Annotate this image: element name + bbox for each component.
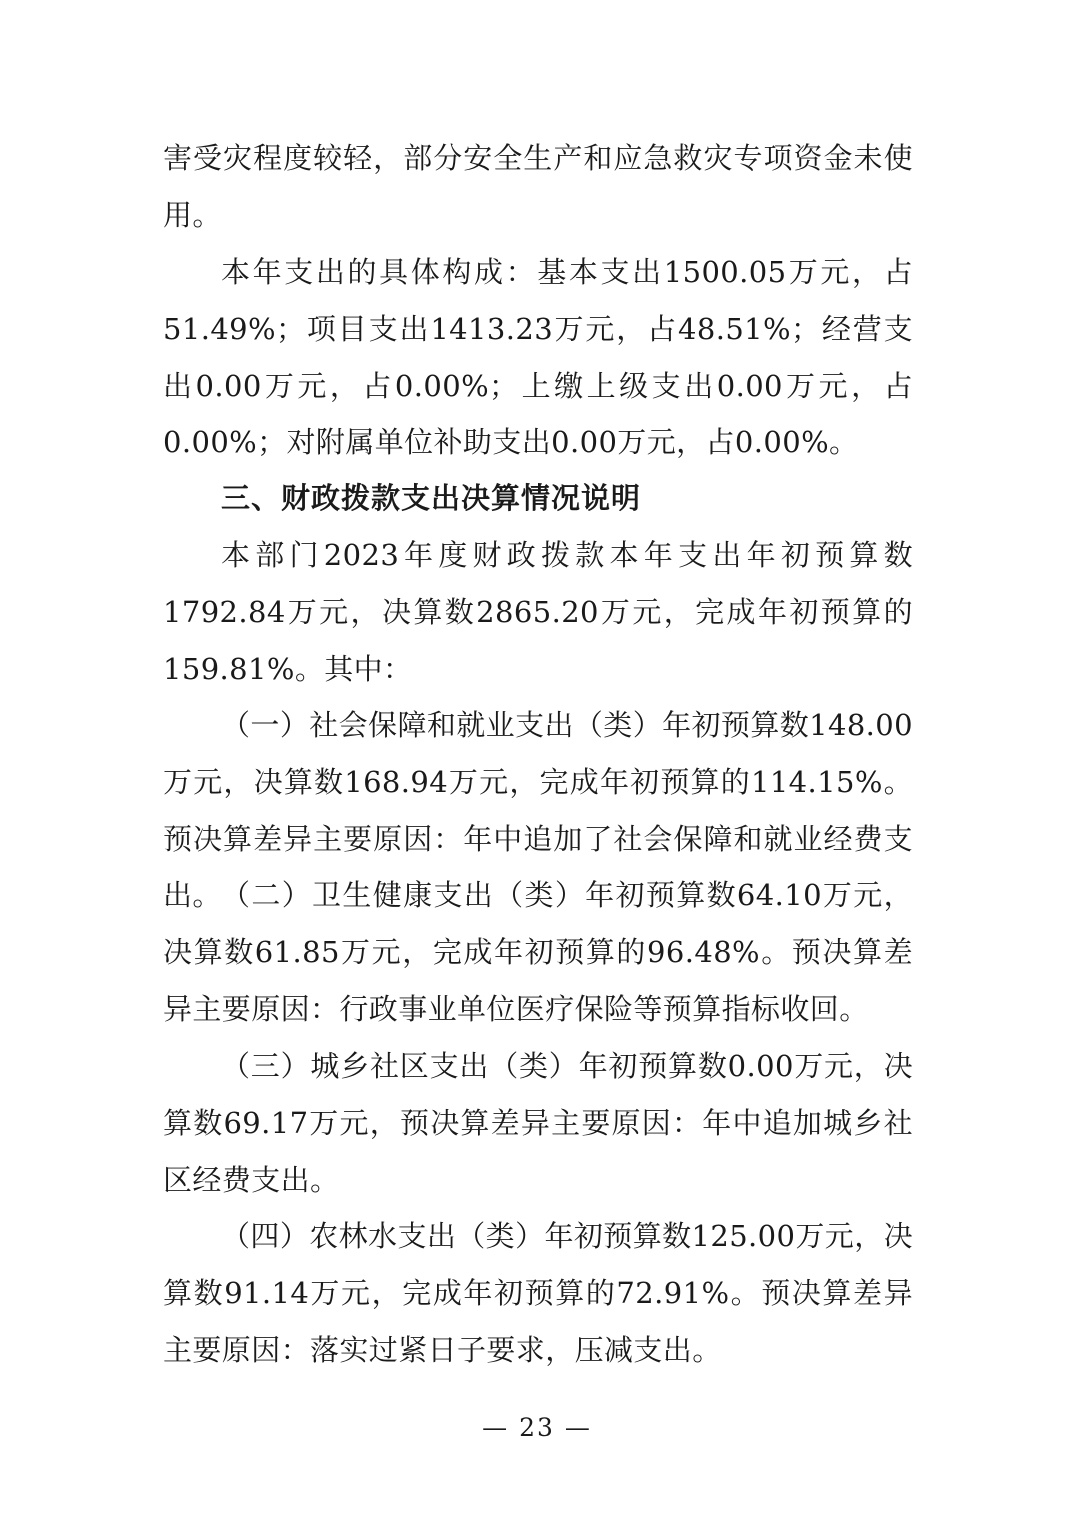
paragraph-item-4: （四）农林水支出（类）年初预算数125.00万元，决算数91.14万元，完成年初预算的72.91%。预决算差异主要原因：落实过紧日子要求，压减支出。: [163, 1219, 913, 1367]
paragraph-item-3: （三）城乡社区支出（类）年初预算数0.00万元，决算数69.17万元，预决算差异主要原因：年中追加城乡社区经费支出。: [163, 1049, 913, 1197]
paragraph-expenditure-composition: 本年支出的具体构成：基本支出1500.05万元，占51.49%；项目支出1413.23万元，占48.51%；经营支出0.00万元，占0.00%；上缴上级支出0.00万元，占0.00%；对附属单位补助支出0.00万元，占0.00%。: [163, 255, 913, 460]
paragraph-fiscal-overview: 本部门2023年度财政拨款本年支出年初预算数1792.84万元，决算数2865.20万元，完成年初预算的159.81%。其中：: [163, 538, 913, 686]
section-heading: 三、财政拨款支出决算情况说明: [221, 481, 642, 515]
paragraph-continuation: 害受灾程度较轻，部分安全生产和应急救灾专项资金未使用。: [163, 141, 913, 232]
paragraph-item-1: （一）社会保障和就业支出（类）年初预算数148.00万元，决算数168.94万元，完成年初预算的114.15%。预决算差异主要原因：年中追加了社会保障和就业经费支出。: [163, 708, 913, 913]
paragraph-item-2: （二）卫生健康支出（类）年初预算数64.10万元，决算数61.85万元，完成年初预算的96.48%。预决算差异主要原因：行政事业单位医疗保险等预算指标收回。: [163, 878, 913, 1026]
page-number: — 23 —: [482, 1413, 592, 1442]
